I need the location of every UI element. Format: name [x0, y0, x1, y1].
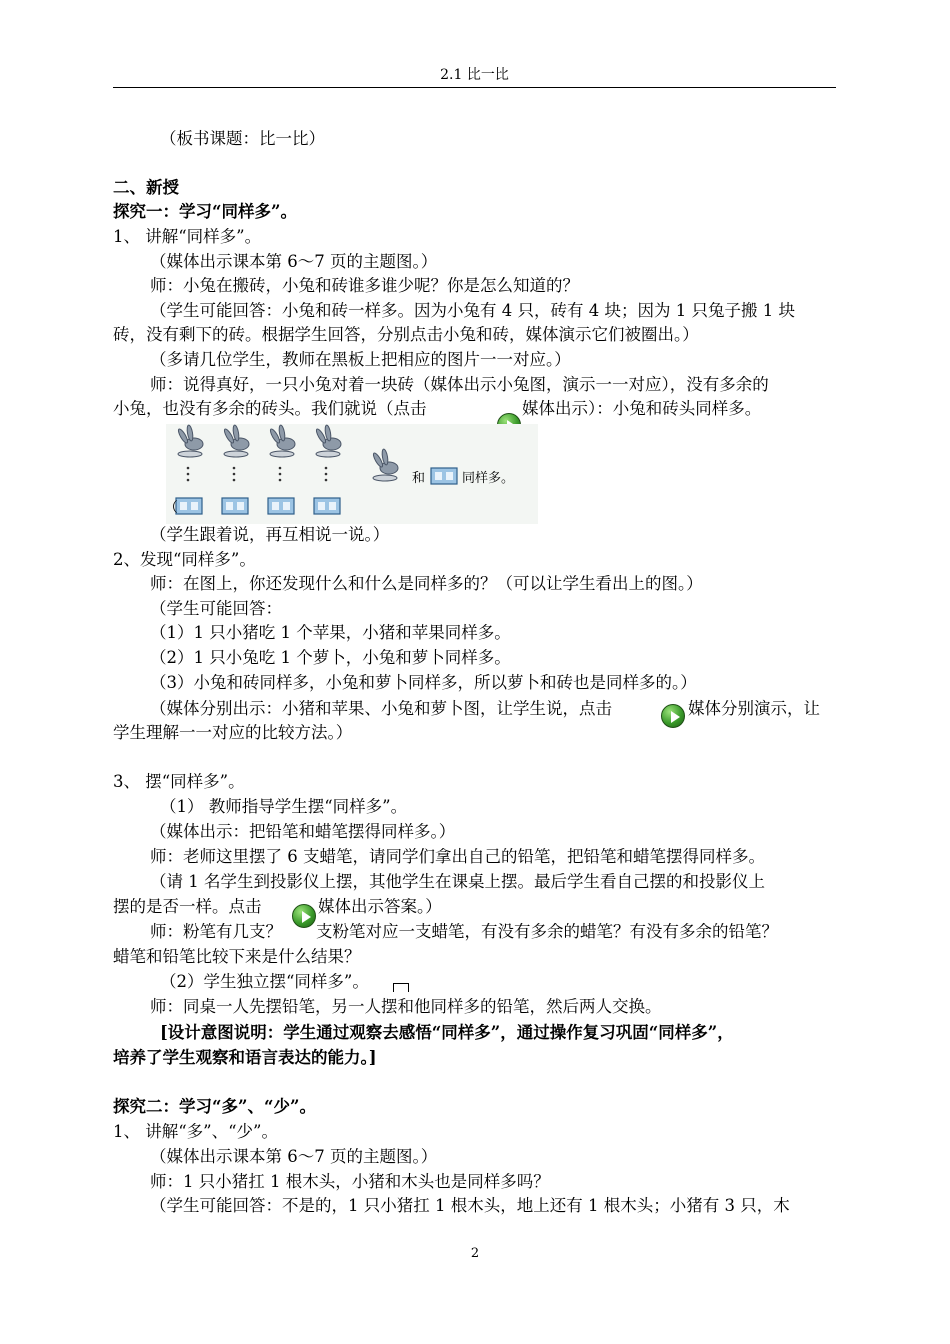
text-line: 小兔，也没有多余的砖头。我们就说（点击	[113, 399, 427, 418]
text-line: （板书课题：比一比）	[160, 129, 325, 148]
play-button-icon[interactable]	[292, 904, 316, 928]
text-line: 师：在图上，你还发现什么和什么是同样多的？（可以让学生看出上的图。）	[150, 574, 703, 593]
text-line: 1、 讲解“同样多”。	[113, 227, 262, 246]
subsection-heading: 探究一：学习“同样多”。	[113, 202, 297, 221]
text-line: 师：同桌一人先摆铅笔，另一人摆和他同样多的铅笔，然后两人交换。	[150, 997, 662, 1016]
text-line: 媒体出示）：小兔和砖头同样多。	[522, 399, 762, 418]
text-line: 师：说得真好，一只小兔对着一块砖（媒体出示小兔图，演示一一对应），没有多余的	[150, 375, 769, 394]
figure-paren: （	[164, 501, 178, 516]
text-line: 蜡笔和铅笔比较下来是什么结果？	[113, 947, 361, 966]
text-line: （学生跟着说，再互相说一说。）	[150, 525, 390, 544]
text-line: （媒体出示课本第 6～7 页的主题图。）	[150, 1147, 438, 1166]
text-line: 3、 摆“同样多”。	[113, 772, 245, 791]
play-button-icon[interactable]	[661, 704, 685, 728]
text-line: 师：粉笔有几支？	[150, 922, 282, 941]
text-line: （学生可能回答：	[150, 599, 282, 618]
text-line: （多请几位学生，教师在黑板上把相应的图片一一对应。）	[150, 350, 571, 369]
figure-label-same: 同样多。	[462, 470, 515, 485]
text-line: 媒体分别演示，让	[688, 699, 820, 718]
text-line: （2）学生独立摆“同样多”。	[160, 972, 369, 991]
text-line: （1）1 只小猪吃 1 个苹果，小猪和苹果同样多。	[150, 623, 511, 642]
subsection-heading: 探究二：学习“多”、“少”。	[113, 1097, 316, 1116]
section-heading: 二、新授	[113, 178, 179, 197]
page-number: 2	[470, 1246, 480, 1261]
text-line: （1） 教师指导学生摆“同样多”。	[160, 797, 408, 816]
figure-label-and: 和	[412, 470, 426, 485]
page-header: 2.1 比一比	[440, 67, 509, 83]
design-note: 培养了学生观察和语言表达的能力。]	[113, 1048, 377, 1067]
text-line: 媒体出示答案。）	[318, 897, 442, 916]
text-line: （学生可能回答：不是的，1 只小猪扛 1 根木头，地上还有 1 根木头；小猪有 3 只，木	[150, 1196, 790, 1215]
header-rule	[113, 87, 836, 88]
text-line: （学生可能回答：小兔和砖一样多。因为小兔有 4 只，砖有 4 块；因为 1 只兔子搬 1 块	[150, 301, 795, 320]
text-line: （3）小兔和砖同样多，小兔和萝卜同样多，所以萝卜和砖也是同样多的。）	[150, 673, 697, 692]
text-line: 学生理解一一对应的比较方法。）	[113, 723, 353, 742]
text-line: 1、 讲解“多”、“少”。	[113, 1122, 278, 1141]
text-line: 砖，没有剩下的砖。根据学生回答，分别点击小兔和砖，媒体演示它们被圈出。）	[113, 325, 699, 344]
text-line: 支粉笔对应一支蜡笔，有没有多余的蜡笔？有没有多余的铅笔？	[316, 922, 778, 941]
rabbit-brick-figure	[166, 424, 538, 524]
text-line: 摆的是否一样。点击	[113, 897, 262, 916]
text-line: （媒体出示课本第 6～7 页的主题图。）	[150, 252, 438, 271]
text-line: （2）1 只小兔吃 1 个萝卜，小兔和萝卜同样多。	[150, 648, 511, 667]
text-line: 师：1 只小猪扛 1 根木头，小猪和木头也是同样多吗？	[150, 1172, 550, 1191]
text-line: （请 1 名学生到投影仪上摆，其他学生在课桌上摆。最后学生看自己摆的和投影仪上	[150, 872, 765, 891]
text-line: 师：老师这里摆了 6 支蜡笔，请同学们拿出自己的铅笔，把铅笔和蜡笔摆得同样多。	[150, 847, 765, 866]
text-line: （媒体出示：把铅笔和蜡笔摆得同样多。）	[150, 822, 456, 841]
text-line: （媒体分别出示：小猪和苹果、小兔和萝卜图，让学生说，点击	[150, 699, 612, 718]
text-line: 师：小兔在搬砖，小兔和砖谁多谁少呢？你是怎么知道的？	[150, 276, 579, 295]
bracket-mark	[393, 983, 409, 992]
text-line: 2、发现“同样多”。	[113, 550, 256, 569]
design-note: [设计意图说明：学生通过观察去感悟“同样多”，通过操作复习巩固“同样多”，	[160, 1023, 734, 1042]
